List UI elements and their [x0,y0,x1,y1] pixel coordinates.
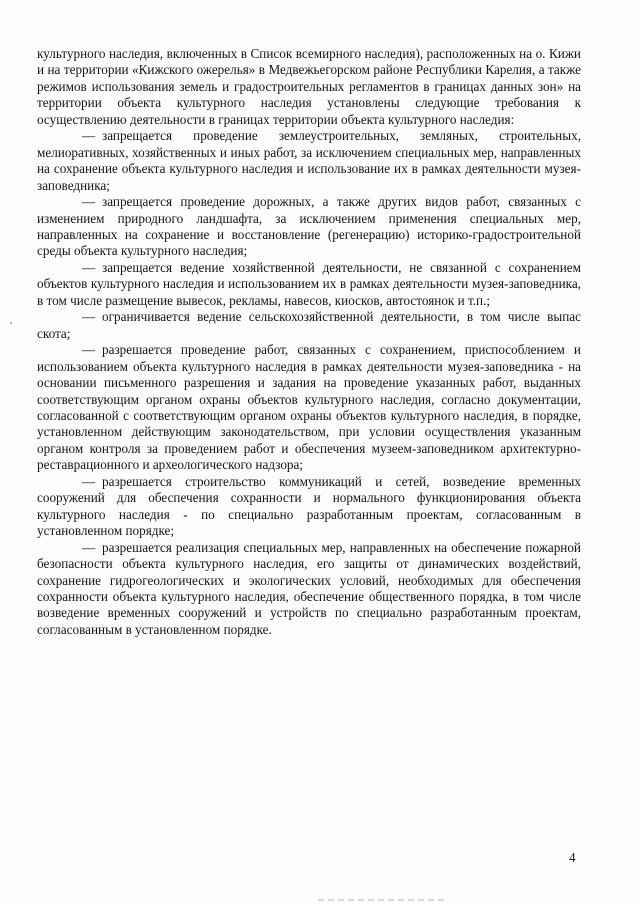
dash-marker: — [82,473,96,489]
requirement-text: ограничивается ведение сельскохозяйственной деятельности, в том числе выпас скота; [37,309,581,341]
requirement-text: разрешается строительство коммуникаций и сетей, возведение временных сооружений для обеспечения сохранности и нормального функционирования объекта культурного наследия - по специально разработанным проектам, согласованным в установленном порядке; [37,473,581,539]
requirement-text: запрещается ведение хозяйственной деятельности, не связанной с сохранением объектов культурного наследия и использованием их в рамках деятельности музея-заповедника, в том числе размещение вывесок, рекламы, навесов, киосков, автостоянок и т.п.; [37,259,581,308]
requirement-item [37,540,581,639]
page-number: 4 [569,850,576,865]
intro-paragraph: культурного наследия, включенных в Список всемирного наследия), расположенных на о. Кижи и на территории «Кижского ожерелья» в Медвежьегорском районе Республики Карелия, а также режимов использования земель и градостроительных регламентов в границах данных зон» на территории объекта культурного наследия установлены следующие требования к осуществлению деятельности в границах территории объекта культурного наследия: [37,46,581,127]
requirement-text: разрешается проведение работ, связанных с сохранением, приспособлением и использованием объекта культурного наследия в рамках деятельности музея-заповедника - на основании письменного разрешения и задания на проведение указанных работ, выданных соответствующим органом охраны объектов культурного наследия, согласно документации, согласованной с соответствующим органом охраны объектов культурного наследия, в порядке, установленном действующим законодательством, при условии осуществления указанным органом контроля за проведением работ и обеспечения музеем-заповедником архитектурно-реставрационного и археологического надзора; [37,342,581,473]
requirement-item [37,128,581,194]
requirement-text: запрещается проведение землеустроительных, земляных, строительных, мелиоративных, хозяйственных и иных работ, за исключением специальных мер, направленных на сохранение объекта культурного наследия и использование их в рамках деятельности музея-заповедника; [37,128,581,193]
requirement-text: разрешается реализация специальных мер, направленных на обеспечение пожарной безопасности объекта культурного наследия, его защиты от динамических воздействий, сохранение гидрогеологических и экологических условий, необходимых для обеспечения сохранности объекта культурного наследия, обеспечение общественного порядка, в том числе возведение временных сооружений и устройств по специально разработанным проектам, согласованным в установленном порядке. [37,539,581,637]
requirement-item [37,474,581,540]
scan-speck [10,322,12,324]
dash-marker: — [82,128,96,144]
requirement-item [37,194,581,260]
requirement-item [37,309,581,342]
requirement-item [37,342,581,474]
dash-marker: — [82,309,96,325]
scan-artifact [318,899,448,901]
dash-marker: — [82,259,96,275]
requirement-text: запрещается проведение дорожных, а также других видов работ, связанных с изменением природного ландшафта, за исключением применения специальных мер, направленных на сохранение и восстановление (регенерацию) историко-градостроительной среды объекта культурного наследия; [37,194,581,259]
document-body [37,46,581,638]
dash-marker: — [82,342,96,358]
requirement-item [37,260,581,309]
dash-marker: — [82,539,96,555]
dash-marker: — [82,194,96,210]
